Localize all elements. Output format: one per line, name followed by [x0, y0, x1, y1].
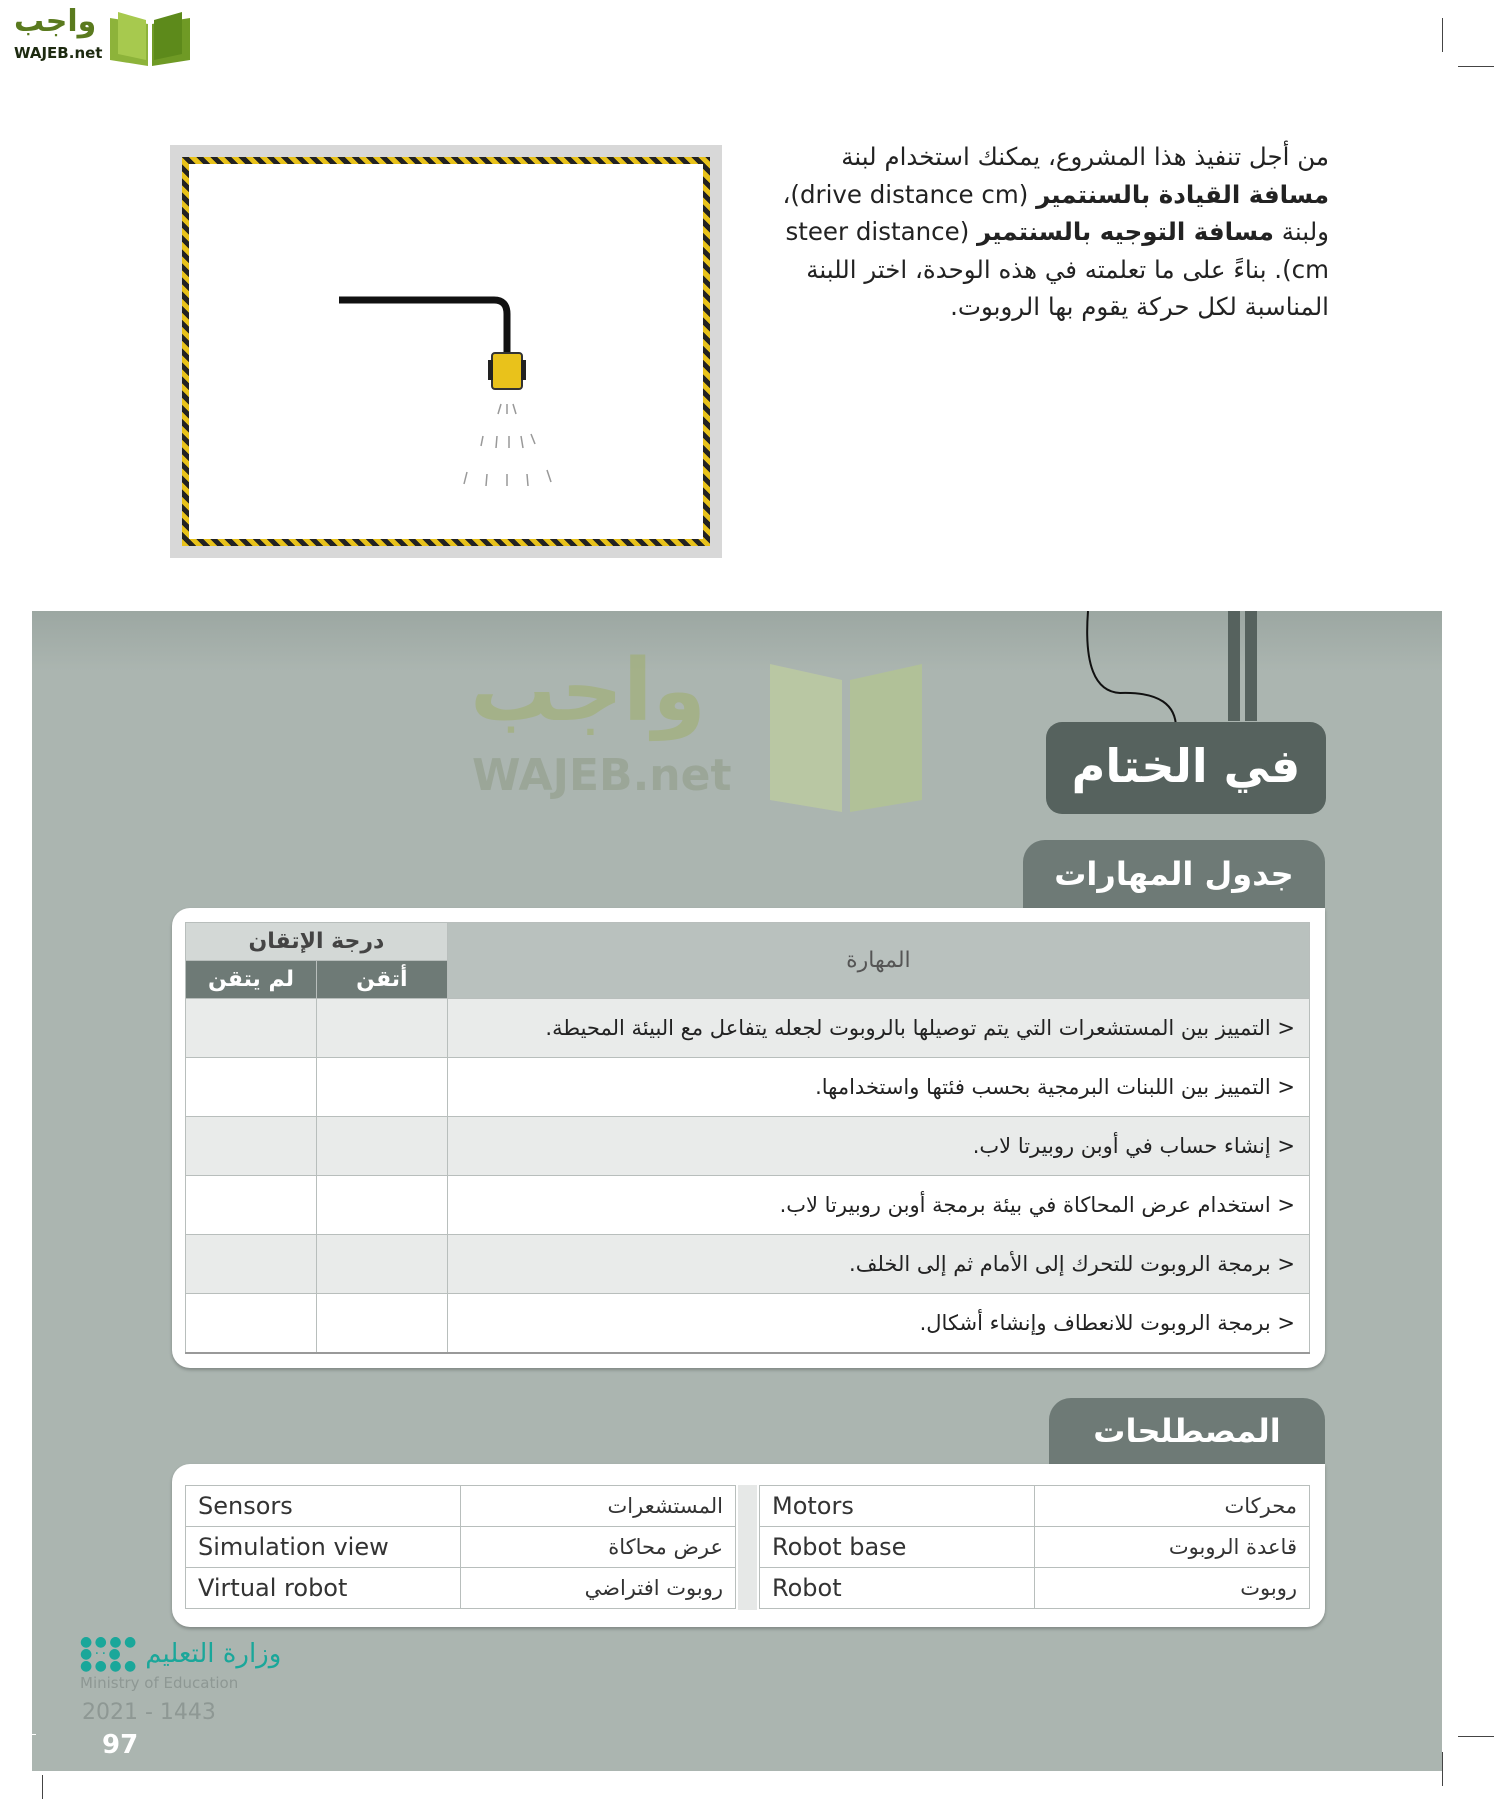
crop-mark [42, 1775, 43, 1799]
crop-mark [1442, 18, 1443, 52]
not-mastered-cell[interactable] [186, 1058, 317, 1117]
page-number: 97 [102, 1730, 139, 1760]
logo-arabic: واجب [14, 4, 97, 39]
intro-bold-steer: مسافة التوجيه بالسنتمير [977, 217, 1274, 246]
table-row [186, 1294, 1310, 1353]
mastered-cell[interactable] [316, 1058, 447, 1117]
term-english: Motors [760, 1486, 1035, 1527]
skills-table-tab: جدول المهارات [1023, 840, 1325, 908]
skills-table-box [172, 908, 1325, 1368]
crop-mark [12, 1734, 36, 1735]
term-row [186, 1527, 736, 1568]
term-row [186, 1486, 736, 1527]
term-arabic: روبوت [1035, 1568, 1310, 1609]
mastered-cell[interactable] [316, 1294, 447, 1353]
ministry-logo [80, 1636, 340, 1692]
term-arabic: روبوت افتراضي [461, 1568, 736, 1609]
ministry-arabic: وزارة التعليم [145, 1639, 282, 1669]
skill-cell: < التمييز بين المستشعرات التي يتم توصيلها بالروبوت لجعله يتفاعل مع البيئة المحيطة. [447, 999, 1309, 1058]
robot-path-illustration [189, 164, 703, 539]
term-arabic: محركات [1035, 1486, 1310, 1527]
term-english: Robot [760, 1568, 1035, 1609]
edition-year: 2021 - 1443 [82, 1700, 216, 1725]
intro-text: (drive distance cm)، ولبنة [782, 179, 1329, 246]
ministry-english: Ministry of Education [80, 1674, 239, 1692]
header-not-mastered: لم يتقن [186, 961, 317, 999]
robot-icon [492, 353, 522, 389]
ministry-dots-icon: ● ● ● ● ● · · ● ● ● ● ● [80, 1634, 136, 1674]
skill-cell: < برمجة الروبوت للانعطاف وإنشاء أشكال. [447, 1294, 1309, 1353]
header-skill: المهارة [447, 923, 1309, 999]
intro-bold-drive: مسافة القيادة بالسنتمير [1036, 179, 1329, 209]
terms-table-right [759, 1485, 1310, 1609]
term-english: Virtual robot [186, 1568, 461, 1609]
skill-cell: < إنشاء حساب في أوبن روبيرتا لاب. [447, 1117, 1309, 1176]
wajeb-logo [8, 4, 193, 68]
watermark-arabic: واجب [470, 641, 706, 741]
term-row [186, 1568, 736, 1609]
skills-table [185, 922, 1310, 1354]
term-arabic: قاعدة الروبوت [1035, 1527, 1310, 1568]
terms-box [172, 1464, 1325, 1627]
header-mastered: أتقن [316, 961, 447, 999]
mastered-cell[interactable] [316, 999, 447, 1058]
term-english: Robot base [760, 1527, 1035, 1568]
book-icon [108, 10, 192, 66]
crop-mark [1458, 66, 1494, 67]
table-row [186, 1235, 1310, 1294]
section-title-banner: في الختام [1046, 722, 1326, 814]
term-row [760, 1486, 1310, 1527]
mastered-cell[interactable] [316, 1117, 447, 1176]
skill-cell: < برمجة الروبوت للتحرك إلى الأمام ثم إلى الخلف. [447, 1235, 1309, 1294]
watermark-english: WAJEB.net [472, 750, 732, 801]
not-mastered-cell[interactable] [186, 1235, 317, 1294]
table-row [186, 1117, 1310, 1176]
intro-text: من أجل تنفيذ هذا المشروع، يمكنك استخدام لبنة [841, 142, 1329, 171]
terms-table-left [185, 1485, 736, 1609]
crop-mark [1458, 1736, 1494, 1737]
simulation-figure [170, 145, 722, 558]
term-row [760, 1527, 1310, 1568]
skill-cell: < التمييز بين اللبنات البرمجية بحسب فئتها واستخدامها. [447, 1058, 1309, 1117]
term-arabic: عرض محاكاة [461, 1527, 736, 1568]
mastered-cell[interactable] [316, 1176, 447, 1235]
not-mastered-cell[interactable] [186, 1294, 317, 1353]
not-mastered-cell[interactable] [186, 1176, 317, 1235]
header-degree: درجة الإتقان [186, 923, 448, 961]
skill-cell: < استخدام عرض المحاكاة في بيئة برمجة أوبن روبيرتا لاب. [447, 1176, 1309, 1235]
not-mastered-cell[interactable] [186, 1117, 317, 1176]
table-row [186, 1176, 1310, 1235]
terms-divider [738, 1485, 757, 1610]
term-english: Sensors [186, 1486, 461, 1527]
term-arabic: المستشعرات [461, 1486, 736, 1527]
logo-english: WAJEB.net [14, 44, 103, 62]
term-english: Simulation view [186, 1527, 461, 1568]
crop-mark [1442, 1752, 1443, 1786]
terms-tab: المصطلحات [1049, 1398, 1325, 1464]
table-row [186, 999, 1310, 1058]
intro-paragraph [759, 138, 1329, 326]
table-row [186, 1058, 1310, 1117]
intro-text: (steer distance cm). بناءً على ما تعلمته في هذه الوحدة، اختر اللبنة المناسبة لكل حركة يقوم بها الروبوت. [785, 217, 1329, 321]
not-mastered-cell[interactable] [186, 999, 317, 1058]
term-row [760, 1568, 1310, 1609]
mastered-cell[interactable] [316, 1235, 447, 1294]
